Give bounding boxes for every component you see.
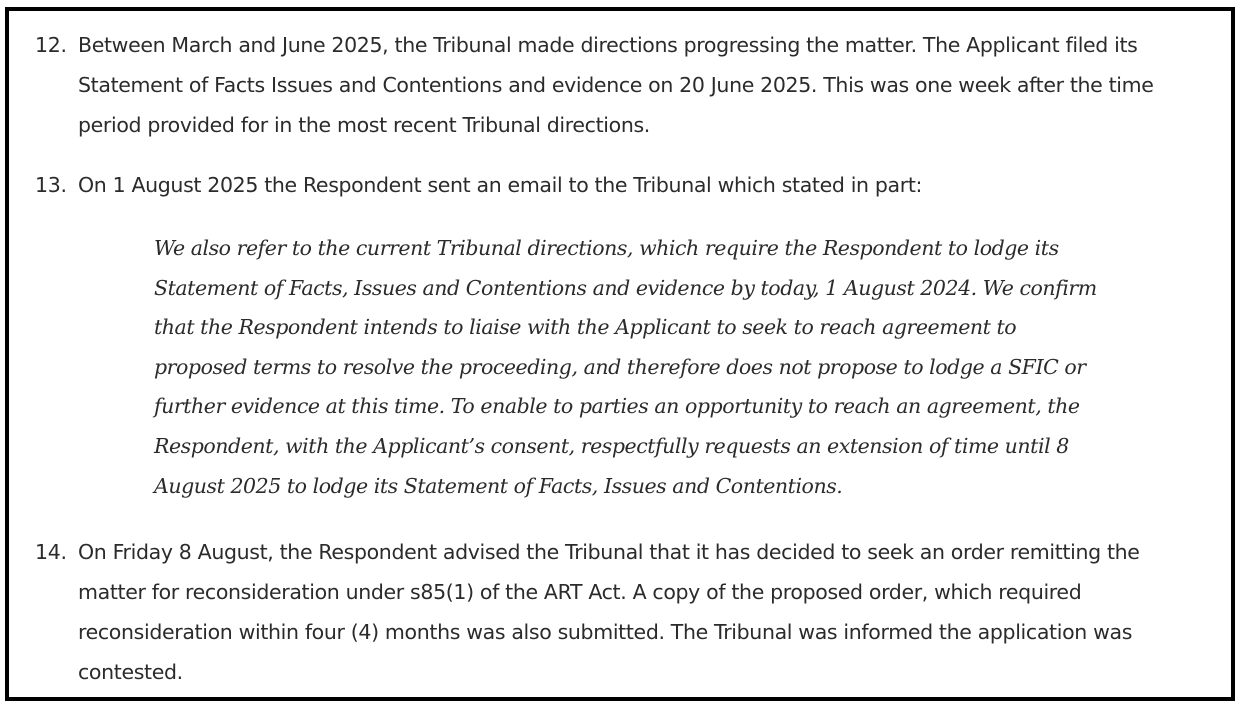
document-frame (5, 7, 1235, 701)
paragraph-line: period provided for in the most recent Tribunal directions. (78, 113, 650, 137)
quote-line: Statement of Facts, Issues and Contentions and evidence by today, 1 August 2024. We confirm (154, 275, 1097, 300)
quote-line: proposed terms to resolve the proceeding, and therefore does not propose to lodge a SFIC or (154, 354, 1086, 379)
paragraph-line: Statement of Facts Issues and Contentions and evidence on 20 June 2025. This was one week after the time (78, 73, 1154, 97)
paragraph-line: On 1 August 2025 the Respondent sent an email to the Tribunal which stated in part: (78, 173, 923, 197)
quote-line: that the Respondent intends to liaise with the Applicant to seek to reach agreement to (154, 315, 1017, 340)
paragraph-line: Between March and June 2025, the Tribunal made directions progressing the matter. The Applicant filed its (78, 33, 1138, 57)
paragraph-text (78, 25, 1213, 145)
paragraph-line: reconsideration within four (4) months was also submitted. The Tribunal was informed the application was (78, 620, 1133, 644)
paragraph-number: 13. (35, 173, 67, 197)
quote-line: We also refer to the current Tribunal directions, which require the Respondent to lodge its (154, 236, 1059, 260)
quote-line: August 2025 to lodge its Statement of Facts, Issues and Contentions. (154, 473, 843, 498)
paragraph-line: matter for reconsideration under s85(1) of the ART Act. A copy of the proposed order, which required (78, 580, 1082, 604)
quote-line: Respondent, with the Applicant’s consent, respectfully requests an extension of time until 8 (154, 433, 1069, 458)
paragraph-number: 14. (35, 540, 67, 564)
quote-line: further evidence at this time. To enable to parties an opportunity to reach an agreement, the (154, 394, 1080, 419)
paragraph-text (78, 532, 1213, 692)
paragraph-line: On Friday 8 August, the Respondent advised the Tribunal that it has decided to seek an order remitting the (78, 540, 1140, 564)
paragraph-text (78, 165, 1213, 205)
paragraph-number: 12. (35, 33, 67, 57)
paragraph-line: contested. (78, 660, 183, 684)
quoted-email (154, 229, 1154, 506)
